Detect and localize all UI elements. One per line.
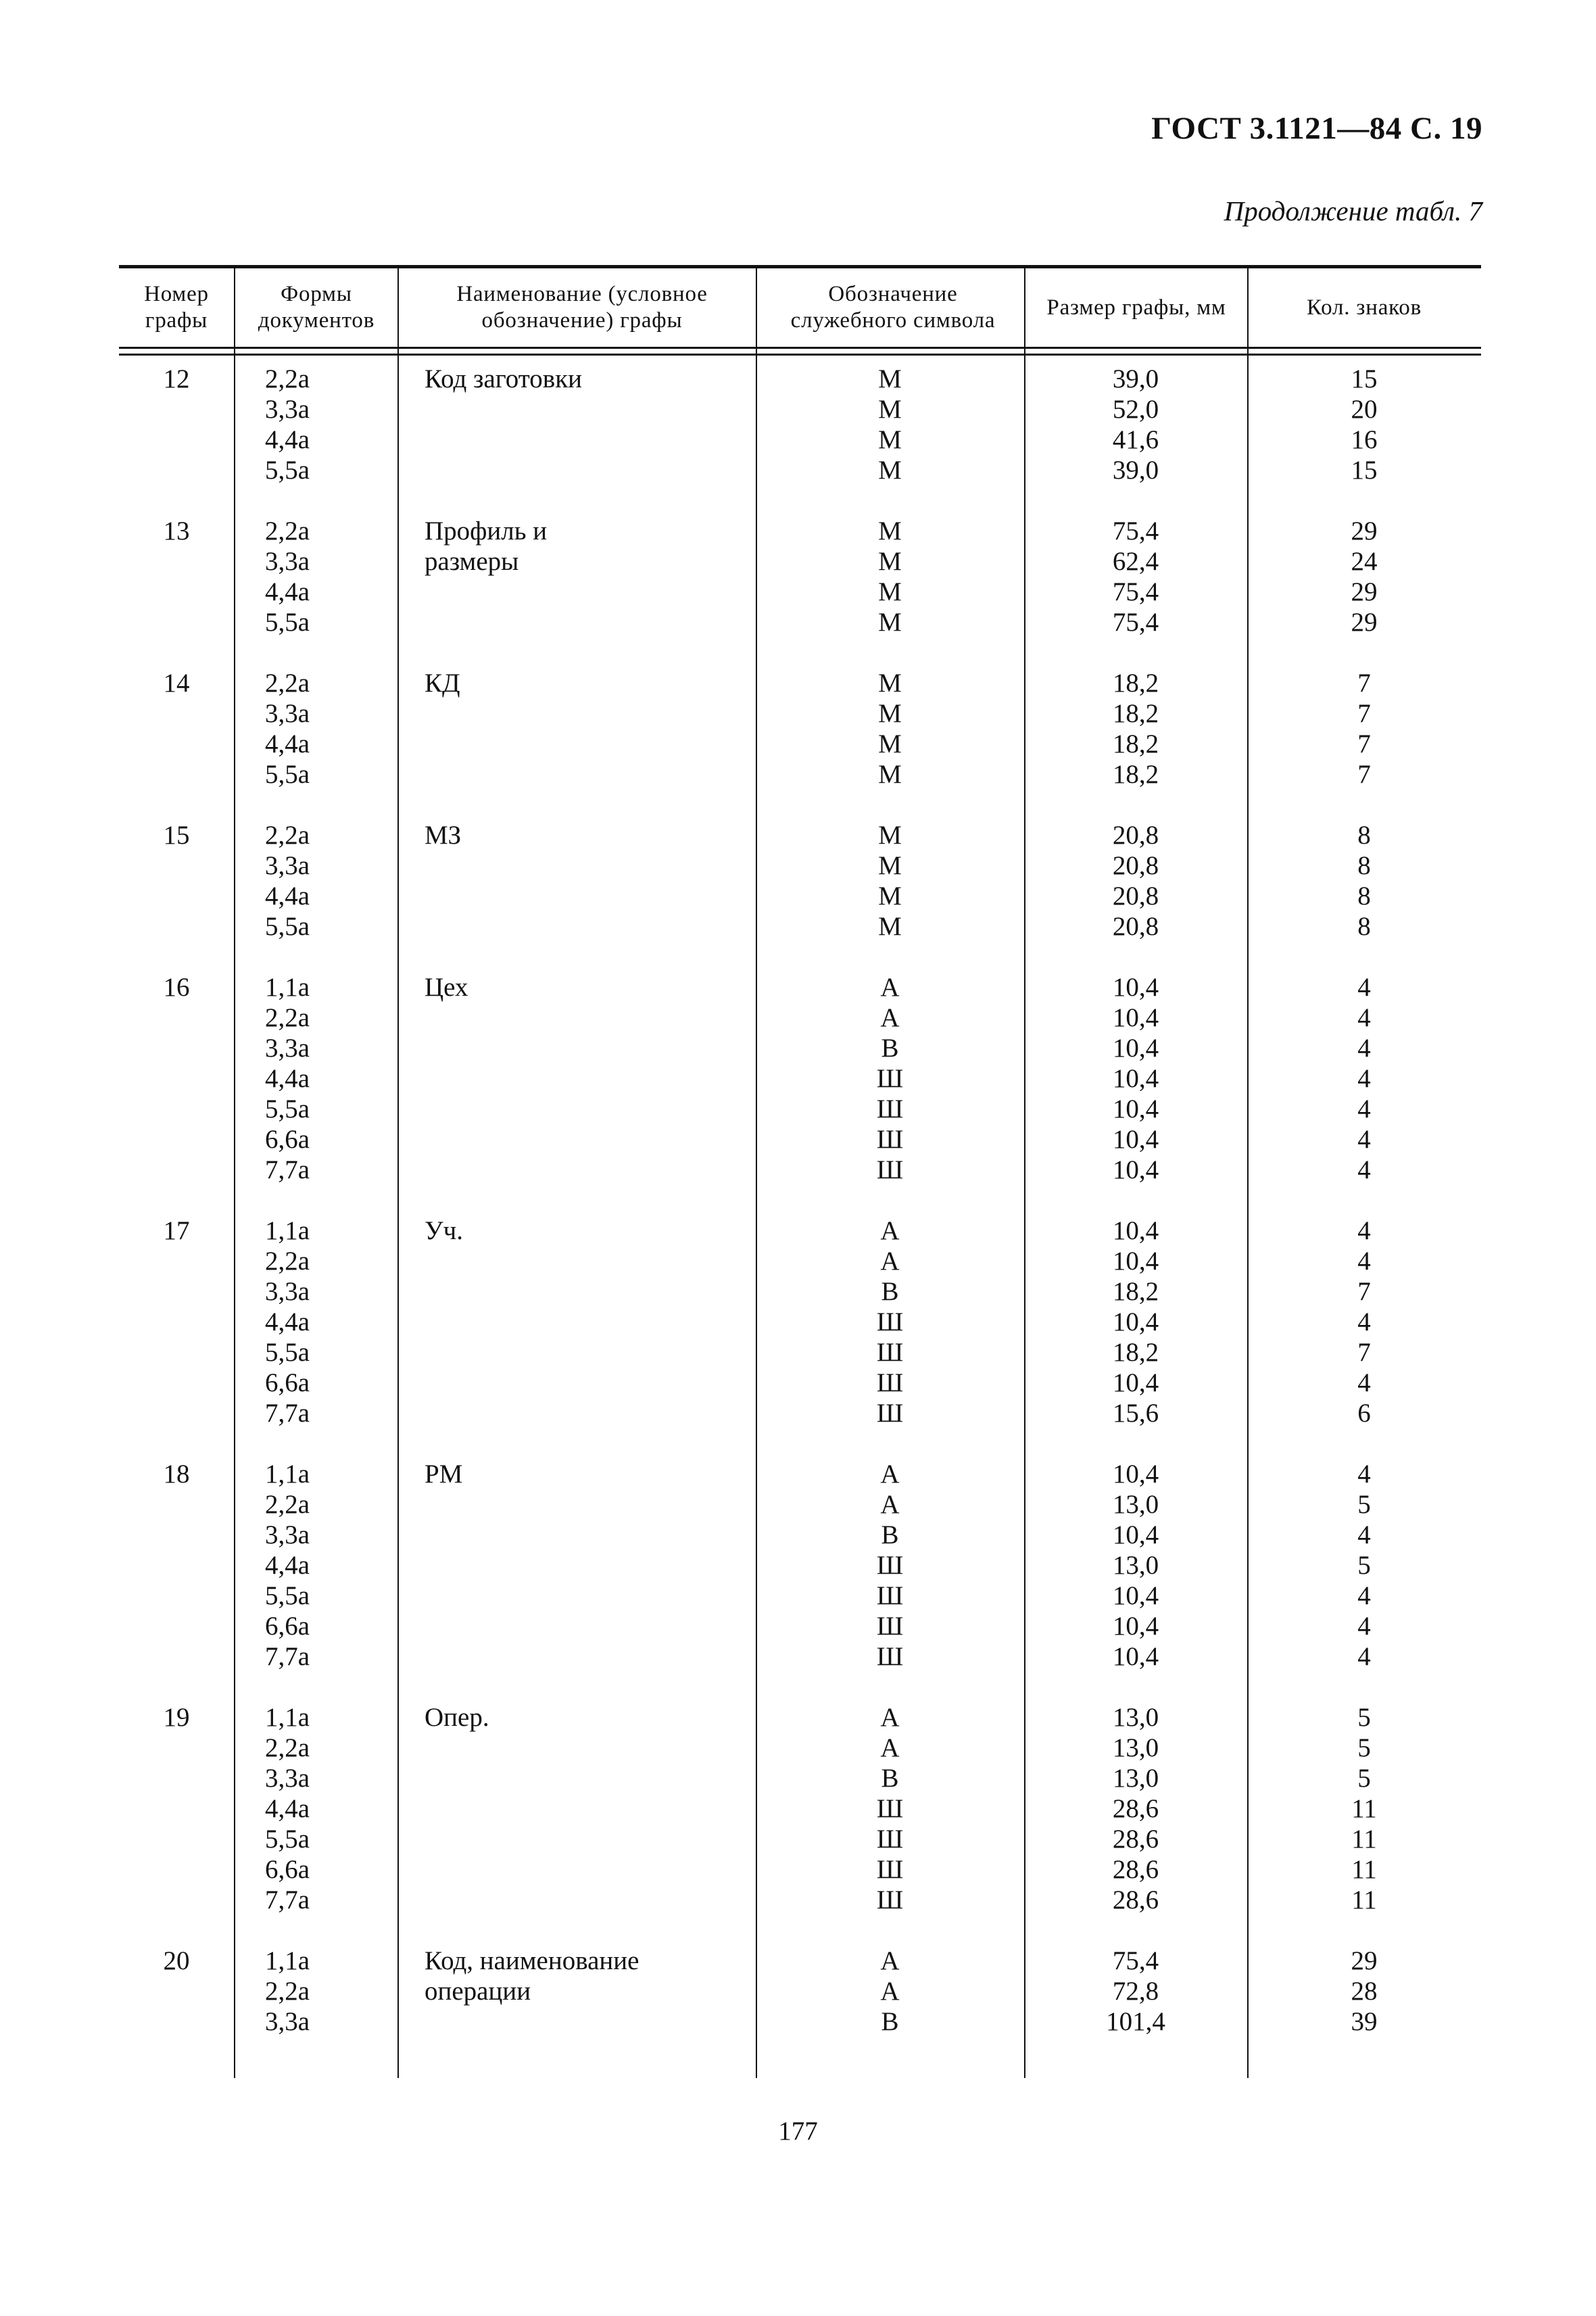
table-cell: 75,4 (1112, 577, 1159, 606)
table-cell: 11 (1351, 1855, 1377, 1884)
table-cell: 13,0 (1112, 1551, 1159, 1580)
table-cell: 4,4а (265, 1307, 310, 1336)
column-name (425, 972, 468, 1003)
table-cell: 10,4 (1112, 973, 1159, 1002)
table-cell: 2,2а (265, 669, 310, 698)
table-cell: 4 (1357, 1125, 1371, 1154)
table-cell: 2,2а (265, 1490, 310, 1519)
table-cell: 4 (1357, 1034, 1371, 1063)
column-divider (397, 265, 399, 2078)
table-cell: 4 (1357, 1094, 1371, 1124)
table-cell: А (880, 1977, 900, 2006)
table-cell: 6 (1357, 1399, 1371, 1428)
table-cell: 1,1а (265, 973, 310, 1002)
table-cell: В (881, 1764, 899, 1793)
column-sizes (1024, 972, 1247, 1185)
table-cell: 5 (1357, 1490, 1371, 1519)
table-cell: 4,4а (265, 425, 310, 454)
table-cell: 5,5а (265, 1581, 310, 1610)
table-cell: 4 (1357, 1612, 1371, 1641)
table-cell: Код заготовки (425, 364, 583, 393)
table-cell: 52,0 (1112, 395, 1159, 424)
table-cell: 5,5а (265, 1094, 310, 1124)
table-cell: 15 (1351, 456, 1378, 485)
table-cell: Код, наименование (425, 1946, 639, 1975)
table-cell: 15 (163, 821, 190, 850)
column-name (425, 364, 582, 394)
service-symbols (756, 972, 1024, 1185)
table-cell: 5 (1357, 1764, 1371, 1793)
char-counts (1247, 364, 1481, 485)
table-cell: 5,5а (265, 608, 310, 637)
table-cell: 4 (1357, 973, 1371, 1002)
table-cell: 2,2а (265, 821, 310, 850)
table-cell: Ш (876, 1399, 904, 1428)
table-cell: 24 (1351, 547, 1378, 576)
table-cell: Ш (876, 1885, 904, 1914)
column-header-forms: Формы документов (258, 282, 375, 333)
data-table (119, 265, 1481, 2078)
table-cell: М (878, 456, 902, 485)
table-cell: 16 (163, 973, 190, 1002)
table-cell: Ш (876, 1307, 904, 1336)
table-cell: 7,7а (265, 1155, 310, 1184)
forms-list (265, 1946, 310, 2037)
column-sizes (1024, 1459, 1247, 1672)
column-header-num: Номер графы (144, 282, 209, 333)
table-cell: А (880, 1703, 900, 1732)
table-cell: 7 (1357, 760, 1371, 789)
table-cell: КД (425, 669, 460, 698)
table-cell: А (880, 1733, 900, 1762)
table-cell: М (878, 699, 902, 728)
service-symbols (756, 1946, 1024, 2037)
char-counts (1247, 668, 1481, 790)
table-cell: 10,4 (1112, 1368, 1159, 1397)
table-cell: В (881, 1520, 899, 1549)
group-number (119, 668, 234, 698)
forms-list (265, 972, 310, 1185)
column-name (425, 516, 547, 577)
table-cell: 6,6а (265, 1125, 310, 1154)
char-counts (1247, 820, 1481, 942)
table-cell: 13,0 (1112, 1490, 1159, 1519)
table-cell: 19 (163, 1703, 190, 1732)
table-cell: 75,4 (1112, 516, 1159, 546)
table-cell: 10,4 (1112, 1247, 1159, 1276)
table-cell: 10,4 (1112, 1642, 1159, 1671)
page-number: 177 (778, 2117, 818, 2146)
column-sizes (1024, 820, 1247, 942)
table-cell: 5,5а (265, 1338, 310, 1367)
table-cell: М (878, 729, 902, 758)
table-cell: 20 (1351, 395, 1378, 424)
table-cell: 4 (1357, 1064, 1371, 1093)
table-cell: 7 (1357, 669, 1371, 698)
table-cell: 17 (163, 1216, 190, 1245)
table-cell: 13 (163, 516, 190, 546)
column-header-count: Кол. знаков (1307, 295, 1422, 320)
table-cell: А (880, 973, 900, 1002)
table-cell: В (881, 2007, 899, 2036)
table-cell: РМ (425, 1459, 463, 1489)
table-cell: М (878, 912, 902, 941)
table-cell: 5,5а (265, 912, 310, 941)
table-cell: Ш (876, 1825, 904, 1854)
table-cell: 7,7а (265, 1399, 310, 1428)
table-cell: 10,4 (1112, 1064, 1159, 1093)
table-cell: 1,1а (265, 1946, 310, 1975)
table-cell: М (878, 425, 902, 454)
table-cell: 39,0 (1112, 456, 1159, 485)
table-cell: М (878, 364, 902, 393)
table-cell: Ш (876, 1612, 904, 1641)
table-cell: 5 (1357, 1733, 1371, 1762)
char-counts (1247, 1946, 1481, 2037)
table-cell: 3,3а (265, 1520, 310, 1549)
service-symbols (756, 1459, 1024, 1672)
table-cell: 28,6 (1112, 1794, 1159, 1823)
table-cell: А (880, 1216, 900, 1245)
table-cell: 4 (1357, 1581, 1371, 1610)
column-sizes (1024, 1215, 1247, 1428)
table-cell: 2,2а (265, 1247, 310, 1276)
table-cell: 2,2а (265, 516, 310, 546)
table-cell: 4 (1357, 1642, 1371, 1671)
table-cell: 10,4 (1112, 1520, 1159, 1549)
table-cell: 28,6 (1112, 1855, 1159, 1884)
table-cell: 5 (1357, 1551, 1371, 1580)
table-cell: 10,4 (1112, 1094, 1159, 1124)
char-counts (1247, 972, 1481, 1185)
table-cell: 2,2а (265, 1977, 310, 2006)
table-cell: 39,0 (1112, 364, 1159, 393)
table-cell: 29 (1351, 577, 1378, 606)
table-cell: 18,2 (1112, 729, 1159, 758)
table-cell: 6,6а (265, 1368, 310, 1397)
table-cell: 20 (163, 1946, 190, 1975)
table-cell: 7,7а (265, 1642, 310, 1671)
column-name (425, 820, 461, 850)
column-name (425, 1215, 463, 1246)
table-cell: А (880, 1946, 900, 1975)
table-cell: М (878, 547, 902, 576)
forms-list (265, 668, 310, 790)
table-cell: МЗ (425, 821, 462, 850)
table-cell: 2,2а (265, 364, 310, 393)
table-cell: 16 (1351, 425, 1378, 454)
table-cell: 4 (1357, 1003, 1371, 1032)
column-sizes (1024, 364, 1247, 485)
table-cell: 13,0 (1112, 1764, 1159, 1793)
table-cell: 6,6а (265, 1855, 310, 1884)
table-cell: М (878, 851, 902, 880)
table-cell: 3,3а (265, 395, 310, 424)
table-cell: 4 (1357, 1247, 1371, 1276)
table-cell: 8 (1357, 882, 1371, 911)
group-number (119, 820, 234, 850)
group-number (119, 972, 234, 1003)
table-cell: 3,3а (265, 851, 310, 880)
table-cell: 3,3а (265, 1277, 310, 1306)
table-cell: 8 (1357, 912, 1371, 941)
column-header-symbol: Обозначение служебного символа (790, 282, 996, 333)
table-cell: 4 (1357, 1459, 1371, 1489)
table-continuation-label: Продолжение табл. 7 (1224, 195, 1482, 226)
table-cell: 20,8 (1112, 912, 1159, 941)
table-cell: 14 (163, 669, 190, 698)
service-symbols (756, 668, 1024, 790)
table-cell: Ш (876, 1094, 904, 1124)
table-cell: В (881, 1277, 899, 1306)
table-cell: А (880, 1247, 900, 1276)
table-cell: 75,4 (1112, 608, 1159, 637)
table-cell: 4 (1357, 1307, 1371, 1336)
table-cell: 1,1а (265, 1459, 310, 1489)
table-cell: 10,4 (1112, 1003, 1159, 1032)
table-cell: 10,4 (1112, 1581, 1159, 1610)
service-symbols (756, 820, 1024, 942)
table-cell: 11 (1351, 1825, 1377, 1854)
table-cell: 10,4 (1112, 1216, 1159, 1245)
column-sizes (1024, 668, 1247, 790)
table-cell: Профиль и (425, 516, 548, 546)
header-bottom-rule (119, 347, 1481, 349)
table-cell: М (878, 882, 902, 911)
table-cell: Цех (425, 973, 468, 1002)
standard-designation: ГОСТ 3.1121—84 С. 19 (1151, 111, 1482, 146)
table-cell: 3,3а (265, 2007, 310, 2036)
table-cell: 28 (1351, 1977, 1378, 2006)
forms-list (265, 364, 310, 485)
table-cell: М (878, 760, 902, 789)
table-cell: 11 (1351, 1794, 1377, 1823)
table-cell: 1,1а (265, 1703, 310, 1732)
table-cell: М (878, 608, 902, 637)
table-cell: 3,3а (265, 1764, 310, 1793)
table-cell: 10,4 (1112, 1307, 1159, 1336)
table-cell: 15,6 (1112, 1399, 1159, 1428)
table-cell: 15 (1351, 364, 1378, 393)
table-cell: 13,0 (1112, 1733, 1159, 1762)
group-number (119, 1215, 234, 1246)
forms-list (265, 1459, 310, 1672)
table-cell: Ш (876, 1338, 904, 1367)
table-cell: 5 (1357, 1703, 1371, 1732)
table-cell: 18,2 (1112, 1338, 1159, 1367)
table-cell: 1,1а (265, 1216, 310, 1245)
table-cell: М (878, 516, 902, 546)
table-cell: Ш (876, 1794, 904, 1823)
table-cell: Опер. (425, 1703, 489, 1732)
table-cell: 7 (1357, 1338, 1371, 1367)
table-cell: операции (425, 1977, 531, 2006)
table-cell: 20,8 (1112, 851, 1159, 880)
table-cell: 18,2 (1112, 1277, 1159, 1306)
table-cell: М (878, 821, 902, 850)
column-sizes (1024, 516, 1247, 637)
column-divider (234, 265, 235, 2078)
table-cell: 29 (1351, 1946, 1378, 1975)
table-cell: 28,6 (1112, 1825, 1159, 1854)
header-bottom-rule-second (119, 354, 1481, 356)
table-cell: 6,6а (265, 1612, 310, 1641)
table-cell: 4 (1357, 1368, 1371, 1397)
table-cell: 2,2а (265, 1733, 310, 1762)
service-symbols (756, 1215, 1024, 1428)
table-cell: М (878, 669, 902, 698)
column-sizes (1024, 1702, 1247, 1915)
table-cell: 8 (1357, 821, 1371, 850)
char-counts (1247, 1702, 1481, 1915)
table-cell: 10,4 (1112, 1155, 1159, 1184)
table-cell: 2,2а (265, 1003, 310, 1032)
table-cell: 3,3а (265, 1034, 310, 1063)
column-name (425, 1702, 489, 1733)
group-number (119, 1459, 234, 1489)
table-cell: Ш (876, 1368, 904, 1397)
table-cell: 4,4а (265, 1794, 310, 1823)
service-symbols (756, 516, 1024, 637)
table-cell: 7 (1357, 729, 1371, 758)
table-cell: 7,7а (265, 1885, 310, 1914)
table-cell: 5,5а (265, 1825, 310, 1854)
table-cell: Ш (876, 1855, 904, 1884)
table-cell: 4,4а (265, 577, 310, 606)
table-cell: 4 (1357, 1216, 1371, 1245)
table-cell: 12 (163, 364, 190, 393)
table-cell: Уч. (425, 1216, 463, 1245)
group-number (119, 364, 234, 394)
table-cell: 62,4 (1112, 547, 1159, 576)
table-cell: Ш (876, 1125, 904, 1154)
service-symbols (756, 1702, 1024, 1915)
table-cell: 4,4а (265, 729, 310, 758)
table-cell: 28,6 (1112, 1885, 1159, 1914)
table-cell: 11 (1351, 1885, 1377, 1914)
column-header-size: Размер графы, мм (1046, 295, 1226, 320)
forms-list (265, 516, 310, 637)
table-cell: 5,5а (265, 760, 310, 789)
group-number (119, 516, 234, 546)
table-cell: 10,4 (1112, 1612, 1159, 1641)
table-cell: 3,3а (265, 547, 310, 576)
column-sizes (1024, 1946, 1247, 2037)
table-cell: Ш (876, 1155, 904, 1184)
table-cell: 5,5а (265, 456, 310, 485)
column-name (425, 1459, 462, 1489)
char-counts (1247, 516, 1481, 637)
table-cell: 4,4а (265, 882, 310, 911)
table-cell: 4,4а (265, 1064, 310, 1093)
table-cell: 8 (1357, 851, 1371, 880)
group-number (119, 1702, 234, 1733)
table-cell: 101,4 (1106, 2007, 1165, 2036)
table-cell: 18 (163, 1459, 190, 1489)
table-cell: 13,0 (1112, 1703, 1159, 1732)
table-cell: 20,8 (1112, 821, 1159, 850)
table-cell: А (880, 1003, 900, 1032)
forms-list (265, 1215, 310, 1428)
column-name (425, 668, 460, 698)
table-cell: А (880, 1459, 900, 1489)
table-cell: А (880, 1490, 900, 1519)
group-number (119, 1946, 234, 1976)
table-cell: 10,4 (1112, 1034, 1159, 1063)
table-cell: М (878, 395, 902, 424)
table-cell: 20,8 (1112, 882, 1159, 911)
table-cell: 7 (1357, 699, 1371, 728)
table-cell: Ш (876, 1551, 904, 1580)
table-cell: 29 (1351, 516, 1378, 546)
table-cell: 10,4 (1112, 1459, 1159, 1489)
table-cell: М (878, 577, 902, 606)
table-cell: Ш (876, 1064, 904, 1093)
forms-list (265, 820, 310, 942)
table-cell: 7 (1357, 1277, 1371, 1306)
table-cell: 18,2 (1112, 699, 1159, 728)
table-cell: 4,4а (265, 1551, 310, 1580)
table-cell: 4 (1357, 1520, 1371, 1549)
table-cell: 10,4 (1112, 1125, 1159, 1154)
table-cell: 72,8 (1112, 1977, 1159, 2006)
forms-list (265, 1702, 310, 1915)
char-counts (1247, 1459, 1481, 1672)
table-cell: 41,6 (1112, 425, 1159, 454)
char-counts (1247, 1215, 1481, 1428)
table-cell: 29 (1351, 608, 1378, 637)
table-cell: 18,2 (1112, 760, 1159, 789)
table-cell: 39 (1351, 2007, 1378, 2036)
table-cell: 4 (1357, 1155, 1371, 1184)
table-cell: 3,3а (265, 699, 310, 728)
table-cell: Ш (876, 1581, 904, 1610)
column-header-name: Наименование (условное обозначение) графы (456, 282, 708, 333)
table-cell: 18,2 (1112, 669, 1159, 698)
table-cell: В (881, 1034, 899, 1063)
column-name (425, 1946, 639, 2006)
table-cell: Ш (876, 1642, 904, 1671)
table-cell: размеры (425, 547, 519, 576)
table-cell: 75,4 (1112, 1946, 1159, 1975)
service-symbols (756, 364, 1024, 485)
